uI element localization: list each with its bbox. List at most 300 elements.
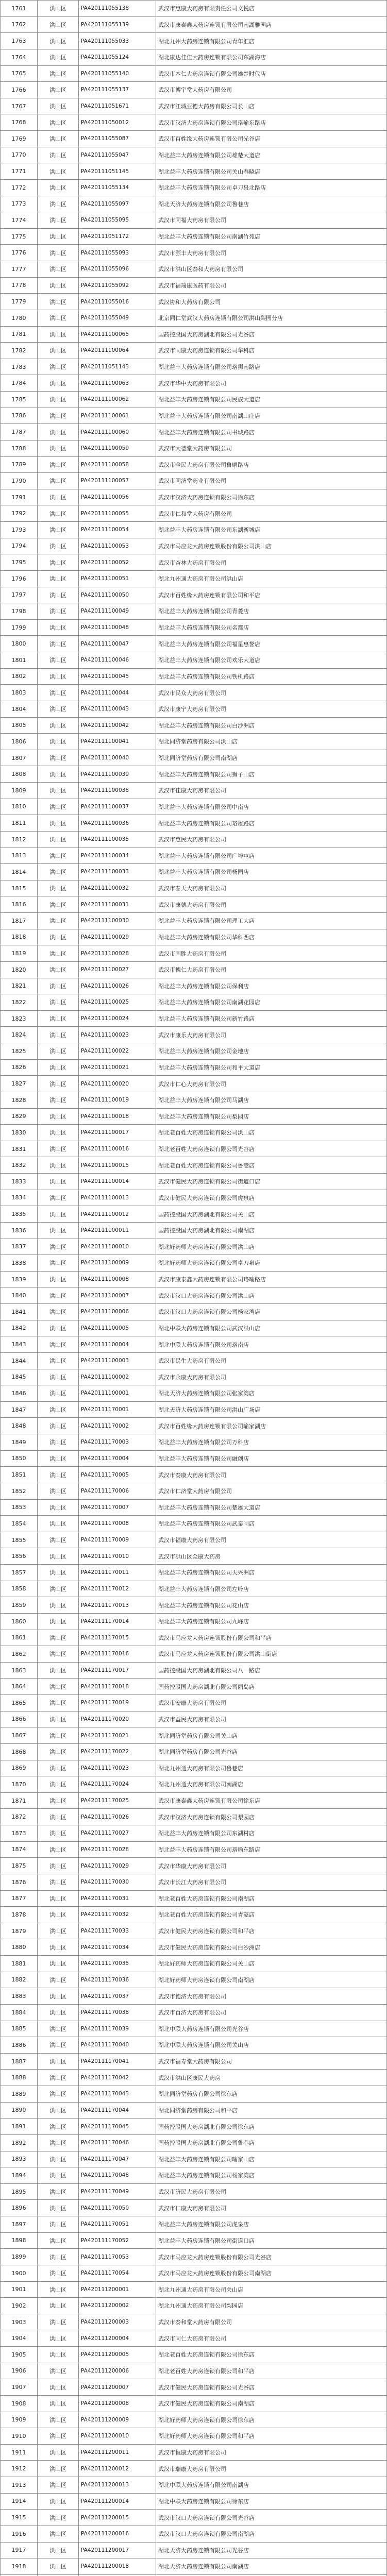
pharmacy-name-cell: 国药控股国大药房湖北有限公司光谷店 — [156, 327, 387, 343]
pharmacy-name-cell: 湖北天济大药房连锁有限公司洪山广场店 — [156, 1402, 387, 1418]
district-cell: 洪山区 — [38, 2510, 79, 2526]
table-row — [1, 1272, 387, 1288]
pharmacy-name-cell: 湖北益丰大药房连锁有限公司融创店 — [156, 1451, 387, 1467]
pharmacy-name-cell: 国药控股国大药房湖北有限公司徐东店 — [156, 2119, 387, 2134]
pharmacy-name-cell: 湖北益丰大药房连锁有限公司南湖山庄店 — [156, 408, 387, 424]
table-row — [1, 1287, 387, 1304]
pharmacy-name-cell: 武汉市汉济大药房连锁有限公司梨园店 — [156, 1809, 387, 1825]
code-cell: PA420111170038 — [79, 2005, 156, 2021]
row-number-cell: 1798 — [1, 603, 38, 619]
code-cell: PA420111100029 — [79, 929, 156, 945]
row-number-cell: 1860 — [1, 1614, 38, 1630]
table-row — [1, 82, 387, 98]
table-row — [1, 799, 387, 816]
code-cell: PA420111100045 — [79, 669, 156, 685]
row-number-cell: 1785 — [1, 392, 38, 408]
row-number-cell: 1815 — [1, 880, 38, 896]
table-row — [1, 1809, 387, 1825]
row-number-cell: 1868 — [1, 1744, 38, 1760]
pharmacy-name-cell: 湖北益丰大药房连锁有限公司杨家湾店 — [156, 2167, 387, 2183]
code-cell: PA420111170035 — [79, 1956, 156, 1972]
pharmacy-name-cell: 湖北益丰大药房连锁有限公司虎泉店 — [156, 2216, 387, 2232]
table-row — [1, 603, 387, 620]
table-row — [1, 652, 387, 669]
pharmacy-name-cell: 武汉市马应龙大药房连锁股份有限公司和平店 — [156, 1630, 387, 1646]
code-cell: PA420111170027 — [79, 1825, 156, 1841]
table-row — [1, 864, 387, 880]
pharmacy-name-cell: 武汉市福瑞康医药有限公司 — [156, 278, 387, 294]
row-number-cell: 1825 — [1, 1043, 38, 1059]
code-cell: PA420111100063 — [79, 375, 156, 391]
code-cell: PA420111200007 — [79, 2379, 156, 2395]
table-row — [1, 392, 387, 408]
table-row — [1, 2543, 387, 2559]
district-cell: 洪山区 — [38, 2412, 79, 2428]
table-row — [1, 783, 387, 799]
table-row — [1, 2379, 387, 2396]
row-number-cell: 1766 — [1, 82, 38, 98]
row-number-cell: 1782 — [1, 343, 38, 359]
code-cell: PA420111100015 — [79, 1157, 156, 1173]
code-cell: PA420111200016 — [79, 2526, 156, 2542]
code-cell: PA420111170040 — [79, 2037, 156, 2053]
table-row — [1, 978, 387, 995]
district-cell: 洪山区 — [38, 1092, 79, 1108]
pharmacy-name-cell: 湖北益丰大药房连锁有限公司民族大道店 — [156, 392, 387, 408]
code-cell: PA420111100018 — [79, 1109, 156, 1125]
code-cell: PA420111100005 — [79, 1320, 156, 1336]
table-row — [1, 815, 387, 832]
row-number-cell: 1840 — [1, 1287, 38, 1303]
code-cell: PA420111170047 — [79, 2151, 156, 2167]
code-cell: PA420111100022 — [79, 1043, 156, 1059]
code-cell: PA420111100042 — [79, 718, 156, 734]
code-cell: PA420111100051 — [79, 571, 156, 587]
row-number-cell: 1916 — [1, 2526, 38, 2542]
district-cell: 洪山区 — [38, 1076, 79, 1092]
code-cell: PA420111170051 — [79, 2216, 156, 2232]
district-cell: 洪山区 — [38, 1418, 79, 1434]
code-cell: PA420111051143 — [79, 359, 156, 375]
row-number-cell: 1893 — [1, 2151, 38, 2167]
row-number-cell: 1763 — [1, 33, 38, 49]
code-cell: PA420111100055 — [79, 505, 156, 521]
pharmacy-name-cell: 武汉市同仁大药房有限公司 — [156, 2330, 387, 2346]
district-cell: 洪山区 — [38, 864, 79, 880]
row-number-cell: 1913 — [1, 2477, 38, 2493]
code-cell: PA420111170045 — [79, 2119, 156, 2134]
pharmacy-name-cell: 武汉市民众大药房有限公司 — [156, 685, 387, 701]
district-cell: 洪山区 — [38, 457, 79, 473]
table-row — [1, 2021, 387, 2038]
pharmacy-name-cell: 武汉市民生大药房有限公司 — [156, 1353, 387, 1369]
district-cell: 洪山区 — [38, 1369, 79, 1385]
code-cell: PA420111170053 — [79, 2249, 156, 2265]
table-row — [1, 2167, 387, 2184]
code-cell: PA420111100006 — [79, 1304, 156, 1320]
row-number-cell: 1864 — [1, 1679, 38, 1694]
code-cell: PA420111200006 — [79, 2363, 156, 2379]
row-number-cell: 1830 — [1, 1125, 38, 1141]
row-number-cell: 1891 — [1, 2119, 38, 2134]
table-row — [1, 701, 387, 718]
table-row — [1, 1190, 387, 1207]
pharmacy-name-cell: 湖北益丰大药房连锁有限公司楚雄大道店 — [156, 1500, 387, 1516]
district-cell: 洪山区 — [38, 734, 79, 750]
pharmacy-name-cell: 湖北老百姓大药房连锁有限公司和平店 — [156, 2363, 387, 2379]
pharmacy-name-cell: 武汉市康泰鑫大药房连锁有限公司徐东店 — [156, 1793, 387, 1809]
row-number-cell: 1795 — [1, 554, 38, 570]
code-cell: PA420111170015 — [79, 1630, 156, 1646]
district-cell: 洪山区 — [38, 1744, 79, 1760]
table-row — [1, 2510, 387, 2526]
pharmacy-name-cell: 湖北益丰大药房连锁有限公司喻家山店 — [156, 2151, 387, 2167]
district-cell: 洪山区 — [38, 1287, 79, 1303]
table-row — [1, 1402, 387, 1418]
district-cell: 洪山区 — [38, 2216, 79, 2232]
code-cell: PA420111170039 — [79, 2021, 156, 2037]
pharmacy-name-cell: 国药控股国大药房湖北有限公司鲁巷店 — [156, 2135, 387, 2151]
pharmacy-name-cell: 湖北同济堂药房有限公司光谷店 — [156, 1744, 387, 1760]
code-cell: PA420111100053 — [79, 538, 156, 554]
table-row — [1, 2135, 387, 2151]
table-row — [1, 750, 387, 767]
row-number-cell: 1880 — [1, 1939, 38, 1955]
code-cell: PA420111200017 — [79, 2543, 156, 2558]
code-cell: PA420111100049 — [79, 603, 156, 619]
code-cell: PA420111170011 — [79, 1565, 156, 1581]
district-cell: 洪山区 — [38, 375, 79, 391]
district-cell: 洪山区 — [38, 896, 79, 912]
code-cell: PA420111170028 — [79, 1842, 156, 1858]
pharmacy-name-cell: 湖北益丰大药房连锁有限公司欢乐大道店 — [156, 652, 387, 668]
table-row — [1, 2216, 387, 2233]
code-cell: PA420111055033 — [79, 33, 156, 49]
code-cell: PA420111170043 — [79, 2086, 156, 2102]
district-cell: 洪山区 — [38, 2543, 79, 2558]
code-cell: PA420111200018 — [79, 2558, 156, 2574]
pharmacy-name-cell: 武汉市康乐大药房有限公司 — [156, 1027, 387, 1043]
row-number-cell: 1787 — [1, 424, 38, 440]
row-number-cell: 1898 — [1, 2233, 38, 2249]
table-row — [1, 669, 387, 685]
table-row — [1, 163, 387, 180]
row-number-cell: 1829 — [1, 1109, 38, 1125]
code-cell: PA420111055137 — [79, 82, 156, 98]
pharmacy-name-cell: 武汉市安康大药房有限公司 — [156, 1695, 387, 1711]
pharmacy-name-cell: 湖北益丰大药房连锁有限公司梨园店 — [156, 1109, 387, 1125]
pharmacy-name-cell: 武汉市长江大药房有限公司 — [156, 1874, 387, 1890]
district-cell: 洪山区 — [38, 1434, 79, 1450]
code-cell: PA420111051145 — [79, 163, 156, 179]
row-number-cell: 1770 — [1, 147, 38, 163]
code-cell: PA420111100034 — [79, 848, 156, 864]
district-cell: 洪山区 — [38, 2167, 79, 2183]
district-cell: 洪山区 — [38, 261, 79, 277]
table-row — [1, 2249, 387, 2265]
table-row — [1, 440, 387, 457]
row-number-cell: 1834 — [1, 1190, 38, 1206]
pharmacy-name-cell: 武汉市同康大药房连锁有限公司华科店 — [156, 343, 387, 359]
district-cell: 洪山区 — [38, 2037, 79, 2053]
table-row — [1, 1646, 387, 1663]
pharmacy-name-cell: 武汉市汉济大药房连锁有限公司徐东店 — [156, 489, 387, 505]
district-cell: 洪山区 — [38, 2494, 79, 2510]
district-cell: 洪山区 — [38, 620, 79, 636]
code-cell: PA420111100046 — [79, 652, 156, 668]
table-row — [1, 832, 387, 848]
table-row — [1, 1451, 387, 1467]
district-cell: 洪山区 — [38, 245, 79, 261]
row-number-cell: 1862 — [1, 1646, 38, 1662]
district-cell: 洪山区 — [38, 1336, 79, 1352]
code-cell: PA420111100020 — [79, 1076, 156, 1092]
district-cell: 洪山区 — [38, 2396, 79, 2412]
district-cell: 洪山区 — [38, 1190, 79, 1206]
table-row — [1, 929, 387, 946]
district-cell: 洪山区 — [38, 1174, 79, 1190]
row-number-cell: 1780 — [1, 310, 38, 326]
district-cell: 洪山区 — [38, 343, 79, 359]
pharmacy-name-cell: 湖北益丰大药房连锁有限公司珞狮南路店 — [156, 359, 387, 375]
pharmacy-name-cell: 湖北好药师大药房连锁有限公司卓刀泉店 — [156, 1255, 387, 1271]
table-row — [1, 1581, 387, 1598]
table-row — [1, 473, 387, 489]
code-cell: PA420111055139 — [79, 17, 156, 33]
row-number-cell: 1764 — [1, 49, 38, 65]
row-number-cell: 1804 — [1, 701, 38, 717]
row-number-cell: 1824 — [1, 1027, 38, 1043]
table-row — [1, 1304, 387, 1320]
table-row — [1, 310, 387, 327]
row-number-cell: 1865 — [1, 1695, 38, 1711]
pharmacy-name-cell: 武汉市汉口大药房连锁有限公司南湖店 — [156, 2526, 387, 2542]
pharmacy-name-cell: 湖北益丰大药房连锁有限公司雄楚大道店 — [156, 147, 387, 163]
district-cell: 洪山区 — [38, 1141, 79, 1157]
row-number-cell: 1911 — [1, 2445, 38, 2461]
code-cell: PA420111170050 — [79, 2200, 156, 2216]
row-number-cell: 1802 — [1, 669, 38, 685]
pharmacy-name-cell: 武汉市同福大药房有限公司 — [156, 212, 387, 228]
table-row — [1, 880, 387, 897]
pharmacy-name-cell: 湖北益丰大药房连锁有限公司珞喻东路店 — [156, 1842, 387, 1858]
table-row — [1, 1157, 387, 1174]
code-cell: PA420111100025 — [79, 994, 156, 1010]
pharmacy-name-cell: 武汉市康宁大药房有限公司 — [156, 701, 387, 717]
code-cell: PA420111200002 — [79, 2298, 156, 2314]
district-cell: 洪山区 — [38, 1353, 79, 1369]
row-number-cell: 1912 — [1, 2461, 38, 2477]
pharmacy-name-cell: 武汉市博宇堂大药房有限公司 — [156, 82, 387, 98]
code-cell: PA420111200011 — [79, 2445, 156, 2461]
district-cell: 洪山区 — [38, 1125, 79, 1141]
district-cell: 洪山区 — [38, 750, 79, 766]
code-cell: PA420111100021 — [79, 1060, 156, 1076]
pharmacy-name-cell: 湖北中联大药房连锁有限公司珞南店 — [156, 1336, 387, 1352]
code-cell: PA420111170044 — [79, 2103, 156, 2119]
district-cell: 洪山区 — [38, 2363, 79, 2379]
row-number-cell: 1816 — [1, 896, 38, 912]
row-number-cell: 1861 — [1, 1630, 38, 1646]
district-cell: 洪山区 — [38, 49, 79, 65]
table-row — [1, 587, 387, 604]
code-cell: PA420111100017 — [79, 1125, 156, 1141]
pharmacy-name-cell: 武汉市益民大药房有限公司 — [156, 1711, 387, 1727]
code-cell: PA420111100028 — [79, 945, 156, 961]
district-cell: 洪山区 — [38, 229, 79, 245]
pharmacy-name-cell: 湖北天济大药房连锁有限公司光谷店 — [156, 2543, 387, 2558]
row-number-cell: 1784 — [1, 375, 38, 391]
row-number-cell: 1918 — [1, 2558, 38, 2574]
row-number-cell: 1794 — [1, 538, 38, 554]
code-cell: PA420111170020 — [79, 1711, 156, 1727]
table-row — [1, 457, 387, 473]
pharmacy-name-cell: 武汉市健民大药房连锁有限公司白沙洲店 — [156, 1939, 387, 1955]
code-cell: PA420111200004 — [79, 2330, 156, 2346]
pharmacy-name-cell: 湖北益丰大药房连锁有限公司名都店 — [156, 620, 387, 636]
pharmacy-name-cell: 湖北益丰大药房连锁有限公司花山店 — [156, 1597, 387, 1613]
table-row — [1, 766, 387, 783]
district-cell: 洪山区 — [38, 685, 79, 701]
pharmacy-name-cell: 湖北益丰大药房连锁有限公司东湖新城店 — [156, 522, 387, 538]
code-cell: PA420111170001 — [79, 1402, 156, 1418]
code-cell: PA420111055047 — [79, 147, 156, 163]
row-number-cell: 1769 — [1, 131, 38, 147]
pharmacy-name-cell: 武汉市汉口大药房连锁有限公司洪山店 — [156, 1287, 387, 1303]
district-cell: 洪山区 — [38, 2461, 79, 2477]
table-row — [1, 554, 387, 571]
table-row — [1, 180, 387, 196]
district-cell: 洪山区 — [38, 1532, 79, 1548]
pharmacy-name-cell: 湖北好药师大药房连锁有限公司南湖店 — [156, 1972, 387, 1988]
district-cell: 洪山区 — [38, 1, 79, 16]
pharmacy-name-cell: 湖北益丰大药房连锁有限公司中南店 — [156, 799, 387, 815]
table-row — [1, 1516, 387, 1532]
row-number-cell: 1823 — [1, 1011, 38, 1027]
row-number-cell: 1889 — [1, 2086, 38, 2102]
pharmacy-name-cell: 武汉市百姓缘大药房连锁有限公司和平店 — [156, 587, 387, 603]
row-number-cell: 1871 — [1, 1793, 38, 1809]
row-number-cell: 1900 — [1, 2265, 38, 2281]
table-row — [1, 98, 387, 115]
district-cell: 洪山区 — [38, 1776, 79, 1792]
code-cell: PA420111100058 — [79, 457, 156, 473]
district-cell: 洪山区 — [38, 440, 79, 456]
table-row — [1, 2347, 387, 2363]
table-row — [1, 2396, 387, 2412]
pharmacy-name-cell: 湖北益丰大药房连锁有限公司新竹路店 — [156, 1011, 387, 1027]
district-cell: 洪山区 — [38, 1467, 79, 1483]
code-cell: PA420111100019 — [79, 1092, 156, 1108]
code-cell: PA420111100052 — [79, 554, 156, 570]
district-cell: 洪山区 — [38, 848, 79, 864]
pharmacy-name-cell: 武汉市永康大药房有限公司 — [156, 1369, 387, 1385]
district-cell: 洪山区 — [38, 278, 79, 294]
table-row — [1, 1776, 387, 1793]
district-cell: 洪山区 — [38, 1304, 79, 1320]
code-cell: PA420111170026 — [79, 1809, 156, 1825]
table-row — [1, 375, 387, 392]
code-cell: PA420111055087 — [79, 131, 156, 147]
code-cell: PA420111170014 — [79, 1614, 156, 1630]
table-row — [1, 359, 387, 376]
district-cell: 洪山区 — [38, 1809, 79, 1825]
pharmacy-name-cell: 湖北九州通大药房有限公司南湖店 — [156, 1776, 387, 1792]
code-cell: PA420111170041 — [79, 2054, 156, 2070]
table-row — [1, 212, 387, 229]
district-cell: 洪山区 — [38, 2265, 79, 2281]
district-cell: 洪山区 — [38, 489, 79, 505]
table-row — [1, 2363, 387, 2380]
pharmacy-name-cell: 武汉市瑞康大药房有限公司 — [156, 2461, 387, 2477]
row-number-cell: 1832 — [1, 1157, 38, 1173]
table-row — [1, 1842, 387, 1858]
pharmacy-name-cell: 武汉市福寿堂大药房有限公司 — [156, 2054, 387, 2070]
district-cell: 洪山区 — [38, 212, 79, 228]
pharmacy-name-cell: 武汉市源丰大药房有限公司 — [156, 245, 387, 261]
code-cell: PA420111100024 — [79, 1011, 156, 1027]
table-row — [1, 620, 387, 636]
pharmacy-name-cell: 武汉市泰和堂大药房有限公司 — [156, 2314, 387, 2330]
code-cell: PA420111100032 — [79, 880, 156, 896]
pharmacy-name-cell: 北京同仁堂武汉大药房连锁有限公司洪山梨园分店 — [156, 310, 387, 326]
district-cell: 洪山区 — [38, 66, 79, 82]
code-cell: PA420111170030 — [79, 1874, 156, 1890]
row-number-cell: 1867 — [1, 1727, 38, 1743]
district-cell: 洪山区 — [38, 1272, 79, 1287]
district-cell: 洪山区 — [38, 1597, 79, 1613]
district-cell: 洪山区 — [38, 2119, 79, 2134]
table-row — [1, 408, 387, 425]
district-cell: 洪山区 — [38, 2445, 79, 2461]
row-number-cell: 1792 — [1, 505, 38, 521]
code-cell: PA420111100007 — [79, 1287, 156, 1303]
code-cell: PA420111051671 — [79, 98, 156, 114]
row-number-cell: 1910 — [1, 2428, 38, 2444]
row-number-cell: 1887 — [1, 2054, 38, 2070]
pharmacy-name-cell: 湖北益丰大药房连锁有限公司街道口店 — [156, 2233, 387, 2249]
district-cell: 洪山区 — [38, 2379, 79, 2395]
row-number-cell: 1904 — [1, 2330, 38, 2346]
pharmacy-name-cell: 武汉市康泰鑫大药房连锁有限公司珞喻路店 — [156, 1272, 387, 1287]
district-cell: 洪山区 — [38, 1500, 79, 1516]
district-cell: 洪山区 — [38, 538, 79, 554]
pharmacy-name-cell: 湖北益丰大药房连锁有限公司东湖村店 — [156, 1825, 387, 1841]
row-number-cell: 1850 — [1, 1451, 38, 1467]
row-number-cell: 1803 — [1, 685, 38, 701]
pharmacy-name-cell: 武汉市国胜大药房有限公司 — [156, 945, 387, 961]
code-cell: PA420111100057 — [79, 473, 156, 489]
table-row — [1, 1255, 387, 1272]
pharmacy-name-cell: 武汉市惠民大药房有限公司 — [156, 832, 387, 848]
district-cell: 洪山区 — [38, 1923, 79, 1939]
district-cell: 洪山区 — [38, 1907, 79, 1923]
row-number-cell: 1851 — [1, 1467, 38, 1483]
table-row — [1, 848, 387, 865]
code-cell: PA420111100038 — [79, 783, 156, 799]
pharmacy-name-cell: 武汉市大德堂大药房有限公司 — [156, 440, 387, 456]
code-cell: PA420111170005 — [79, 1467, 156, 1483]
table-row — [1, 913, 387, 929]
table-row — [1, 2330, 387, 2347]
code-cell: PA420111170029 — [79, 1858, 156, 1874]
row-number-cell: 1797 — [1, 587, 38, 603]
table-row — [1, 1614, 387, 1630]
district-cell: 洪山区 — [38, 1695, 79, 1711]
row-number-cell: 1845 — [1, 1369, 38, 1385]
pharmacy-name-cell: 国药控股国大药房湖北有限公司关山店 — [156, 1206, 387, 1222]
table-row — [1, 2412, 387, 2429]
